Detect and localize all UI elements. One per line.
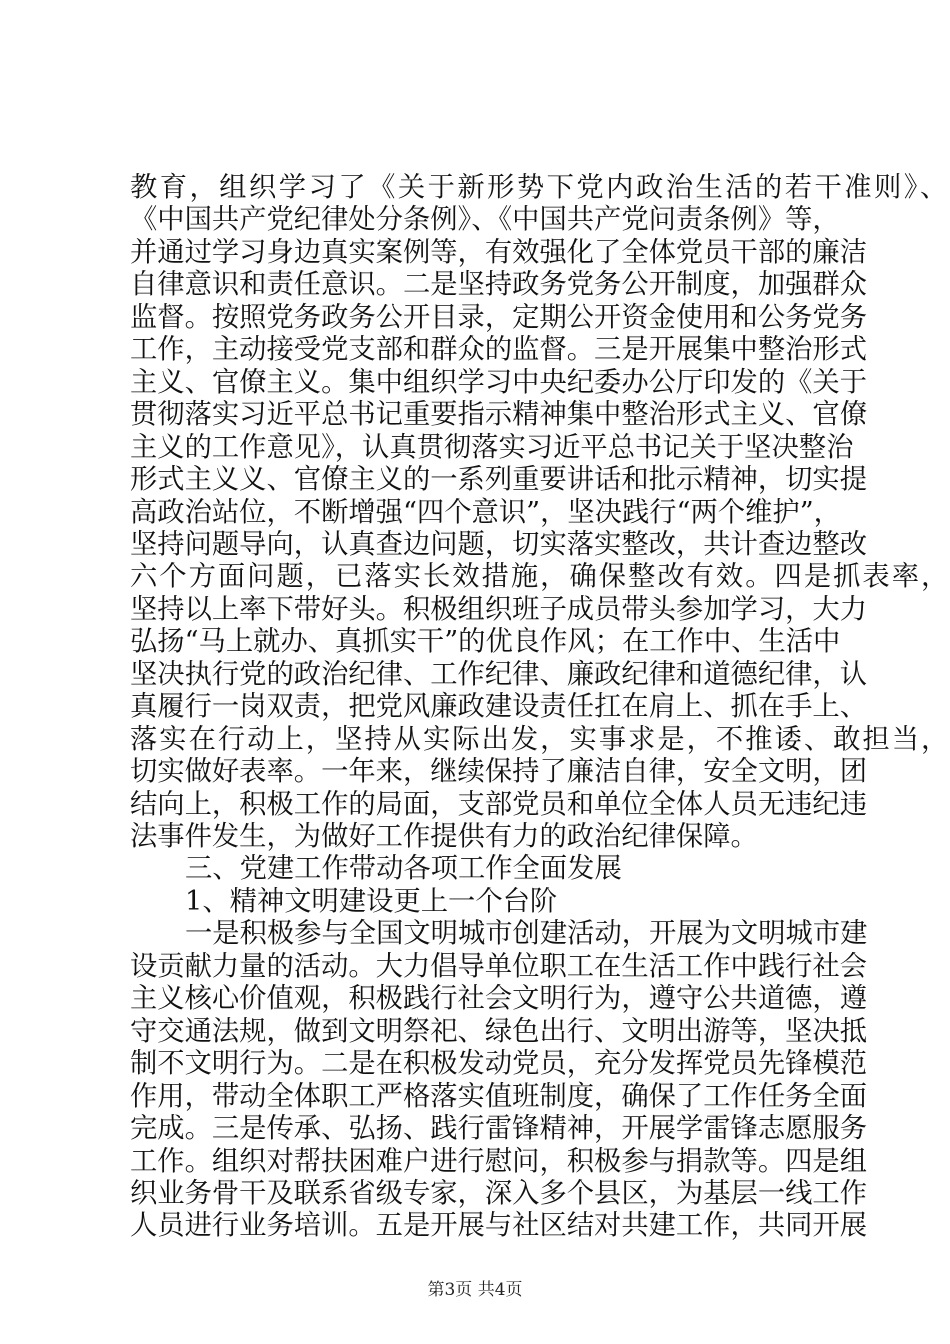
text-line: 高政治站位，不断增强“四个意识”，坚决践行“两个维护”， [130, 496, 841, 528]
text-line: 人员进行业务培训。五是开展与社区结对共建工作，共同开展 [130, 1210, 868, 1242]
text-line: 主义、官僚主义。集中组织学习中央纪委办公厅印发的《关于 [130, 366, 868, 398]
text-line: 工作，主动接受党支部和群众的监督。三是开展集中整治形式 [130, 334, 868, 366]
text-line: 切实做好表率。一年来，继续保持了廉洁自律，安全文明，团 [130, 756, 868, 788]
text-line: 真履行一岗双责，把党风廉政建设责任扛在肩上、抓在手上、 [130, 691, 868, 723]
text-line: 并通过学习身边真实案例等，有效强化了全体党员干部的廉洁 [130, 236, 868, 268]
text-line: 坚持以上率下带好头。积极组织班子成员带头参加学习，大力 [130, 593, 868, 625]
text-line: 一是积极参与全国文明城市创建活动，开展为文明城市建 [185, 918, 868, 950]
text-line: 三、党建工作带动各项工作全面发展 [185, 853, 622, 885]
text-line: 织业务骨干及联系省级专家，深入多个县区，为基层一线工作 [130, 1177, 868, 1209]
text-line: 教育，组织学习了《关于新形势下党内政治生活的若干准则》、 [130, 172, 950, 203]
text-line: 坚决执行党的政治纪律、工作纪律、廉政纪律和道德纪律，认 [130, 658, 868, 690]
text-line: 形式主义义、官僚主义的一系列重要讲话和批示精神，切实提 [130, 464, 868, 496]
page-number-footer: 第3页 共4页 [427, 1280, 523, 1300]
text-line: 落实在行动上，坚持从实际出发，实事求是，不推诿、敢担当， [130, 723, 950, 755]
text-line: 作用，带动全体职工严格落实值班制度，确保了工作任务全面 [130, 1080, 868, 1112]
text-line: 弘扬“马上就办、真抓实干”的优良作风；在工作中、生活中 [130, 626, 841, 658]
text-line: 六个方面问题，已落实长效措施，确保整改有效。四是抓表率， [130, 561, 950, 593]
text-line: 主义的工作意见》，认真贯彻落实习近平总书记关于坚决整治 [130, 431, 854, 463]
text-line: 监督。按照党务政务公开目录，定期公开资金使用和公务党务 [130, 301, 868, 333]
text-line: 守交通法规，做到文明祭祀、绿色出行、文明出游等，坚决抵 [130, 1015, 868, 1047]
text-line: 贯彻落实习近平总书记重要指示精神集中整治形式主义、官僚 [130, 399, 868, 431]
text-line: 制不文明行为。二是在积极发动党员，充分发挥党员先锋模范 [130, 1048, 868, 1080]
text-line: 自律意识和责任意识。二是坚持政务党务公开制度，加强群众 [130, 269, 868, 301]
text-line: 工作。组织对帮扶困难户进行慰问，积极参与捐款等。四是组 [130, 1145, 868, 1177]
text-line: 设贡献力量的活动。大力倡导单位职工在生活工作中践行社会 [130, 950, 868, 982]
text-line: 1、精神文明建设更上一个台阶 [185, 885, 558, 917]
text-line: 主义核心价值观，积极践行社会文明行为，遵守公共道德，遵 [130, 983, 868, 1015]
text-line: 法事件发生，为做好工作提供有力的政治纪律保障。 [130, 821, 758, 852]
text-line: 《中国共产党纪律处分条例》、《中国共产党问责条例》等， [130, 204, 840, 236]
text-line: 结向上，积极工作的局面，支部党员和单位全体人员无违纪违 [130, 788, 868, 820]
text-line: 完成。三是传承、弘扬、践行雷锋精神，开展学雷锋志愿服务 [130, 1113, 868, 1145]
text-line: 坚持问题导向，认真查边问题，切实落实整改，共计查边整改 [130, 528, 868, 560]
